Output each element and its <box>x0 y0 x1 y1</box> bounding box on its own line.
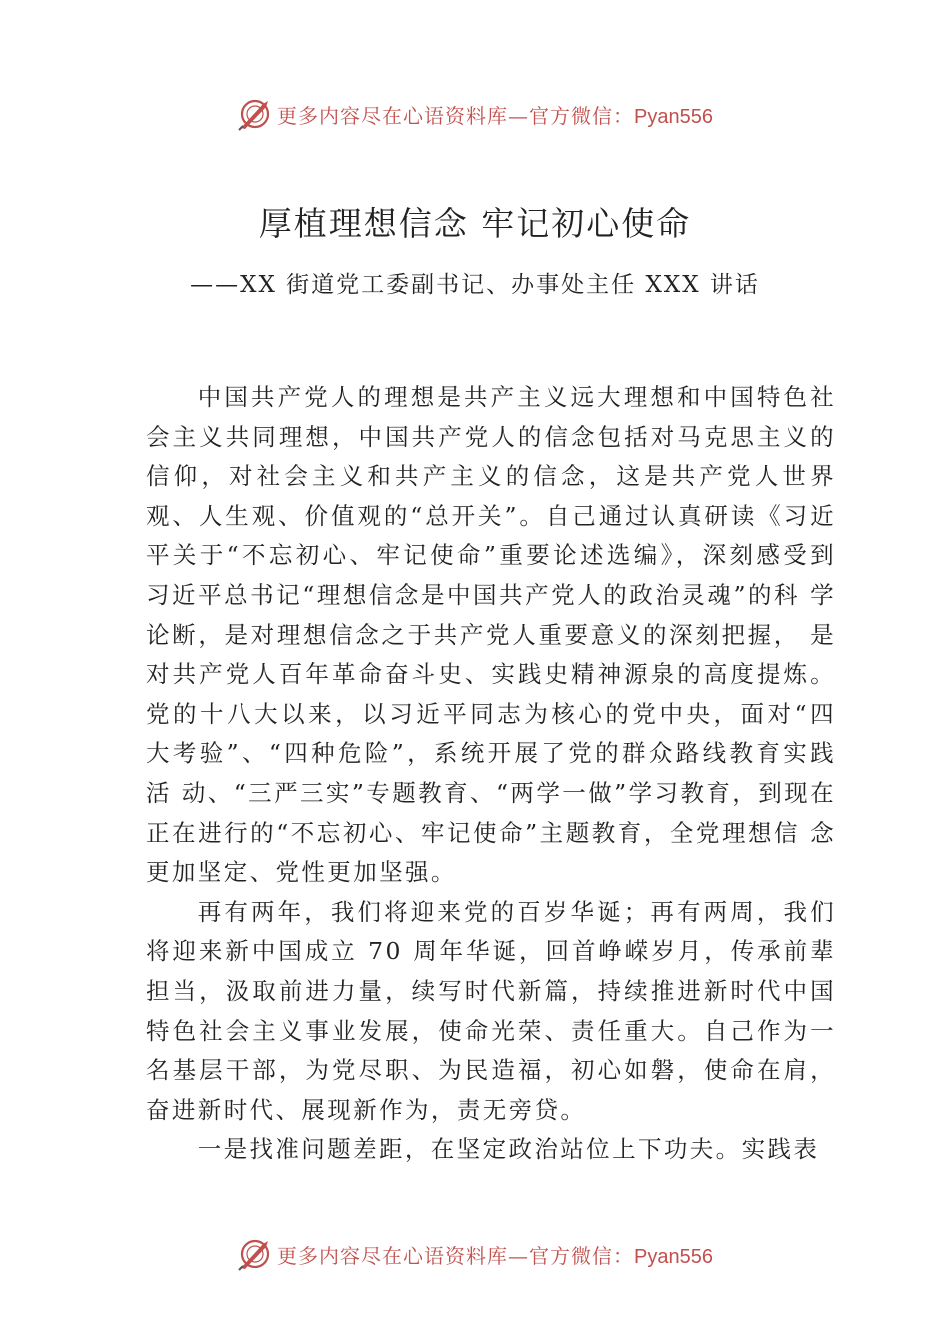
pen-logo-icon <box>237 1236 273 1272</box>
paragraph: 中国共产党人的理想是共产主义远大理想和中国特色社会主义共同理想，中国共产党人的信念包括对马克思主义的信仰，对社会主义和共产主义的信念，这是共产党人世界观、人生观、价值观的“总开关”。自己通过认真研读《习近平关于“不忘初心、牢记使命”重要论述选编》，深刻感受到 习近平总书记“理想信念是中国共产党人的政治灵魂”的科 学论断，是对理想信念之于共产党人重要意义的深刻把握， 是对共产党人百年革命奋斗史、实践史精神源泉的高度提炼。党的十八大以来，以习近平同志为核心的党中央，面对“四 大考验”、“四种危险”，系统开展了党的群众路线教育实践活 动、“三严三实”专题教育、“两学一做”学习教育，到现在 正在进行的“不忘初心、牢记使命”主题教育，全党理想信 念更加坚定、党性更加坚强。 <box>146 383 836 887</box>
pen-logo-icon <box>237 96 273 132</box>
paragraph: 再有两年，我们将迎来党的百岁华诞；再有两周，我们将迎来新中国成立 70 周年华诞，回首峥嵘岁月，传承前辈担当，汲取前进力量，续写时代新篇，持续推进新时代中国特色社会主义事业发展，使命光荣、责任重大。自己作为一名基层干部，为党尽职、为民造福，初心如磐，使命在肩，奋进新时代、展现新作为，责无旁贷。 <box>146 897 836 1124</box>
document-title: 厚植理想信念 牢记初心使命 <box>258 204 692 243</box>
watermark-wechat-id: Pyan556 <box>634 105 713 128</box>
document-body <box>146 378 836 1170</box>
watermark-text: 更多内容尽在心语资料库—官方微信：Pyan556 <box>277 103 713 128</box>
header-watermark <box>0 94 950 134</box>
paragraph: 一是找准问题差距，在坚定政治站位上下功夫。实践表 <box>197 1135 820 1164</box>
watermark-text: 更多内容尽在心语资料库—官方微信：Pyan556 <box>277 1243 713 1268</box>
document-subtitle: ——XX 街道党工委副书记、办事处主任 XXX 讲话 <box>190 272 760 298</box>
watermark-wechat-id: Pyan556 <box>634 1245 713 1268</box>
footer-watermark <box>0 1234 950 1274</box>
